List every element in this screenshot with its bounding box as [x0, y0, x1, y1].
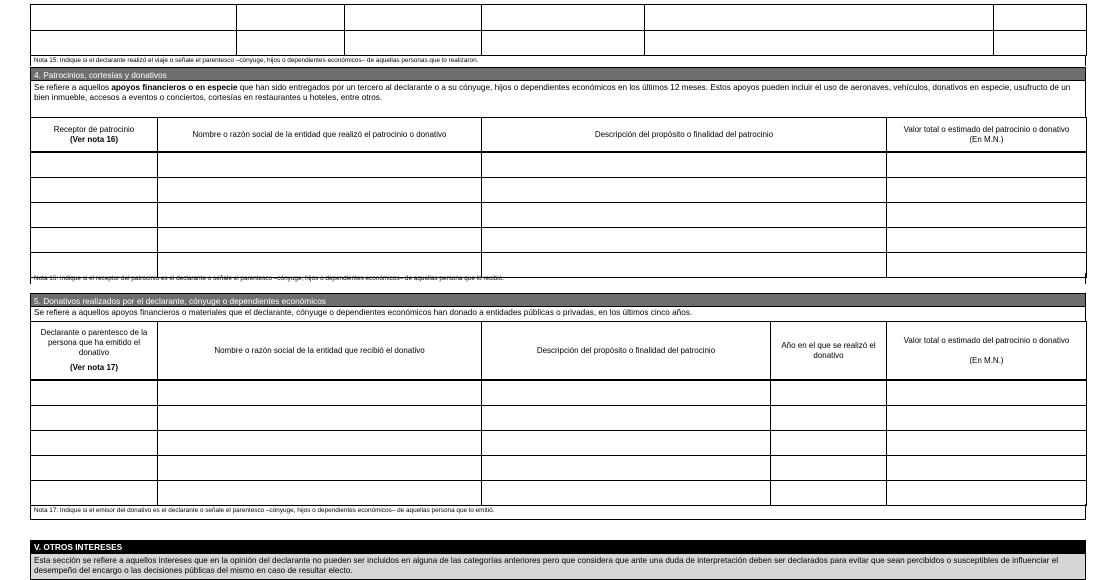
table-cell[interactable]	[482, 456, 771, 481]
header-value: Valor total o estimado del patrocinio o donativo (En M.N.)	[887, 322, 1087, 380]
table-cell[interactable]	[158, 178, 482, 203]
donations-table	[30, 321, 1086, 506]
table-cell[interactable]	[482, 406, 771, 431]
table-cell[interactable]	[31, 153, 158, 178]
table-cell[interactable]	[31, 456, 158, 481]
table-cell[interactable]	[887, 456, 1087, 481]
table-cell[interactable]	[771, 406, 887, 431]
sponsorship-table	[30, 117, 1086, 278]
table-header-row	[31, 118, 1087, 152]
table-row	[31, 153, 1087, 178]
table-cell[interactable]	[994, 31, 1087, 56]
table-row	[31, 406, 1087, 431]
table-cell[interactable]	[31, 178, 158, 203]
table-cell[interactable]	[887, 178, 1087, 203]
table-cell[interactable]	[482, 153, 887, 178]
header-description: Descripción del propósito o finalidad del patrocinio	[482, 322, 771, 380]
table-cell[interactable]	[31, 431, 158, 456]
table-row	[31, 5, 1087, 31]
table-row	[31, 381, 1087, 406]
table-cell[interactable]	[482, 228, 887, 253]
table-cell[interactable]	[31, 406, 158, 431]
table-cell[interactable]	[237, 5, 345, 31]
table-row	[31, 481, 1087, 506]
table-cell[interactable]	[887, 381, 1087, 406]
header-year: Año en el que se realizó el donativo	[771, 322, 887, 380]
table-cell[interactable]	[482, 178, 887, 203]
table-cell[interactable]	[887, 431, 1087, 456]
table-cell[interactable]	[482, 431, 771, 456]
table-cell[interactable]	[482, 381, 771, 406]
header-receptor: Receptor de patrocinio (Ver nota 16)	[31, 118, 158, 152]
table-cell[interactable]	[31, 203, 158, 228]
note-15: Nota 15: Indique si el declarante realizó el viaje o señale el parentesco –cónyuge, hijos o dependientes económicos– de aquellas personas que lo realizaron.	[30, 55, 1086, 66]
table-cell[interactable]	[31, 228, 158, 253]
section-5-description: Se refiere a aquellos apoyos financieros o materiales que el declarante, cónyuge o dependientes económicos han donado a entidades públicas o privadas, en los últimos cinco años.	[30, 307, 1086, 321]
table-cell[interactable]	[887, 228, 1087, 253]
table-cell[interactable]	[158, 153, 482, 178]
section-v-description: Esta sección se refiere a aquellos intereses que en la opinión del declarante no pueden ser incluidos en alguna de las categorías anteriores pero que considera que ante una duda de interpretación deben ser declarados para evitar que sean percibidos o susceptibles de influenciar el desempeño del encargo o las decisiones públicas del mismo en caso de resultar electo.	[30, 553, 1086, 580]
header-description: Descripción del propósito o finalidad del patrocinio	[482, 118, 887, 152]
table-cell[interactable]	[645, 31, 994, 56]
table-cell[interactable]	[994, 5, 1087, 31]
section-5-bottom-border	[30, 504, 1086, 520]
table-cell[interactable]	[482, 481, 771, 506]
table-row	[31, 228, 1087, 253]
table-cell[interactable]	[771, 431, 887, 456]
table-cell[interactable]	[645, 5, 994, 31]
header-value: Valor total o estimado del patrocinio o donativo (En M.N.)	[887, 118, 1087, 152]
header-entity-name: Nombre o razón social de la entidad que recibió el donativo	[158, 322, 482, 380]
table-cell[interactable]	[158, 228, 482, 253]
table-cell[interactable]	[158, 406, 482, 431]
table-cell[interactable]	[31, 5, 237, 31]
table-cell[interactable]	[158, 431, 482, 456]
travel-table	[30, 4, 1086, 56]
table-cell[interactable]	[887, 203, 1087, 228]
table-cell[interactable]	[887, 153, 1087, 178]
table-row	[31, 178, 1087, 203]
note-17: Nota 17: Indique si el emisor del donativo es el declarante o señale el parentesco –cónyuge, hijos o dependientes económicos– de aquellas persona que lo emitió.	[30, 505, 1086, 516]
table-cell[interactable]	[31, 31, 237, 56]
table-cell[interactable]	[771, 481, 887, 506]
table-cell[interactable]	[887, 406, 1087, 431]
table-cell[interactable]	[771, 381, 887, 406]
header-entity-name: Nombre o razón social de la entidad que realizó el patrocinio o donativo	[158, 118, 482, 152]
table-cell[interactable]	[482, 203, 887, 228]
table-cell[interactable]	[887, 481, 1087, 506]
table-header-row	[31, 322, 1087, 380]
table-cell[interactable]	[158, 381, 482, 406]
section-4-title: 4. Patrocinios, cortesías y donativos	[30, 67, 1086, 81]
table-row	[31, 431, 1087, 456]
header-donor: Declarante o parentesco de la persona que ha emitido el donativo (Ver nota 17)	[31, 322, 158, 380]
table-cell[interactable]	[31, 481, 158, 506]
note-16: Nota 16: Indique si el receptor del patrocinio es el declarante o señale el parentesco –cónyuge, hijos o dependientes económicos– de aquellas persona que lo recibió.	[30, 273, 1086, 284]
section-4-description: Se refiere a aquellos apoyos financieros o en especie que han sido entregados por un tercero al declarante o a su cónyuge, hijos o dependientes económicos en los últimos 12 meses. Estos apoyos pueden incluir el uso de aeronaves, vehículos, donativos en especie, usufructo de un bien inmueble, accesos a eventos o conciertos, cortesías en restaurantes u hoteles, entre otros.	[30, 81, 1086, 117]
table-cell[interactable]	[345, 5, 482, 31]
table-cell[interactable]	[158, 481, 482, 506]
table-cell[interactable]	[771, 456, 887, 481]
table-cell[interactable]	[237, 31, 345, 56]
table-row	[31, 203, 1087, 228]
table-cell[interactable]	[482, 5, 645, 31]
table-row	[31, 456, 1087, 481]
table-cell[interactable]	[345, 31, 482, 56]
table-cell[interactable]	[158, 456, 482, 481]
section-v-title: V. OTROS INTERESES	[30, 540, 1086, 553]
table-cell[interactable]	[482, 31, 645, 56]
table-row	[31, 31, 1087, 56]
table-cell[interactable]	[31, 381, 158, 406]
table-cell[interactable]	[158, 203, 482, 228]
section-5-title: 5. Donativos realizados por el declarante, cónyuge o dependientes económicos	[30, 293, 1086, 307]
